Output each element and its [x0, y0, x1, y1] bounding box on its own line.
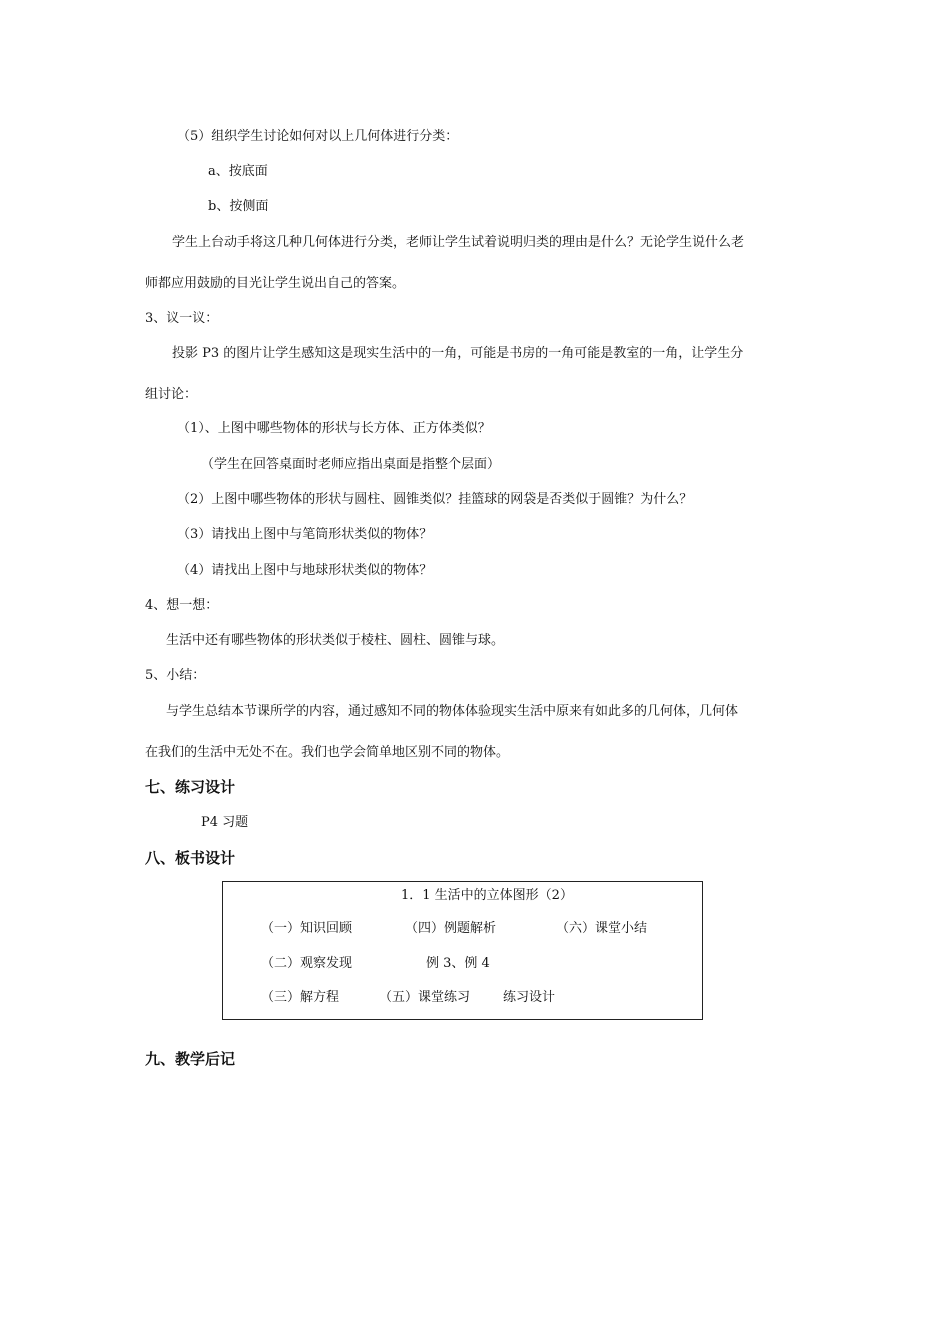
board-title: 1．1 生活中的立体图形（2） — [401, 888, 573, 903]
board-item-equation: （三）解方程 — [261, 990, 340, 1005]
board-design-box — [222, 881, 703, 1020]
paragraph-3: 生活中还有哪些物体的形状类似于棱柱、圆柱、圆锥与球。 — [166, 633, 505, 648]
section-4-label: 4、想一想： — [145, 598, 219, 613]
board-item-exercise-design: 练习设计 — [503, 990, 556, 1005]
paragraph-4-line-1: 与学生总结本节课所学的内容，通过感知不同的物体体验现实生活中原来有如此多的几何体，几何体 — [166, 704, 739, 719]
board-item-examples: （四）例题解析 — [405, 921, 497, 936]
board-item-example-list: 例 3、例 4 — [426, 956, 490, 971]
board-item-class-practice: （五）课堂练习 — [379, 990, 471, 1005]
board-item-review: （一）知识回顾 — [261, 921, 353, 936]
board-item-observe: （二）观察发现 — [261, 956, 353, 971]
question-2: （2）上图中哪些物体的形状与圆柱、圆锥类似？挂篮球的网袋是否类似于圆锥？为什么？ — [177, 492, 693, 507]
practice-text: P4 习题 — [201, 815, 249, 830]
heading-practice-design: 七、练习设计 — [145, 778, 236, 796]
paragraph-2-line-1: 投影 P3 的图片让学生感知这是现实生活中的一角，可能是书房的一角可能是教室的一角，让学生分 — [172, 346, 744, 361]
item-5: （5）组织学生讨论如何对以上几何体进行分类： — [177, 129, 459, 144]
section-5-label: 5、小结： — [145, 668, 206, 683]
question-1: （1）、上图中哪些物体的形状与长方体、正方体类似？ — [177, 421, 491, 436]
paragraph-4-line-2: 在我们的生活中无处不在。我们也学会简单地区别不同的物体。 — [145, 745, 510, 760]
board-item-summary: （六）课堂小结 — [556, 921, 648, 936]
question-4: （4）请找出上图中与地球形状类似的物体？ — [177, 563, 433, 578]
item-5a: a、按底面 — [208, 164, 268, 179]
question-1-note: （学生在回答桌面时老师应指出桌面是指整个层面） — [201, 457, 501, 472]
paragraph-2-line-2: 组讨论： — [145, 387, 198, 402]
heading-teaching-notes: 九、教学后记 — [145, 1050, 236, 1068]
item-5b: b、按侧面 — [208, 199, 269, 214]
heading-board-design: 八、板书设计 — [145, 849, 236, 867]
question-3: （3）请找出上图中与笔筒形状类似的物体？ — [177, 527, 433, 542]
section-3-label: 3、议一议： — [145, 311, 219, 326]
paragraph-1-line-1: 学生上台动手将这几种几何体进行分类，老师让学生试着说明归类的理由是什么？无论学生说什么老 — [172, 235, 745, 250]
paragraph-1-line-2: 师都应用鼓励的目光让学生说出自己的答案。 — [145, 276, 406, 291]
